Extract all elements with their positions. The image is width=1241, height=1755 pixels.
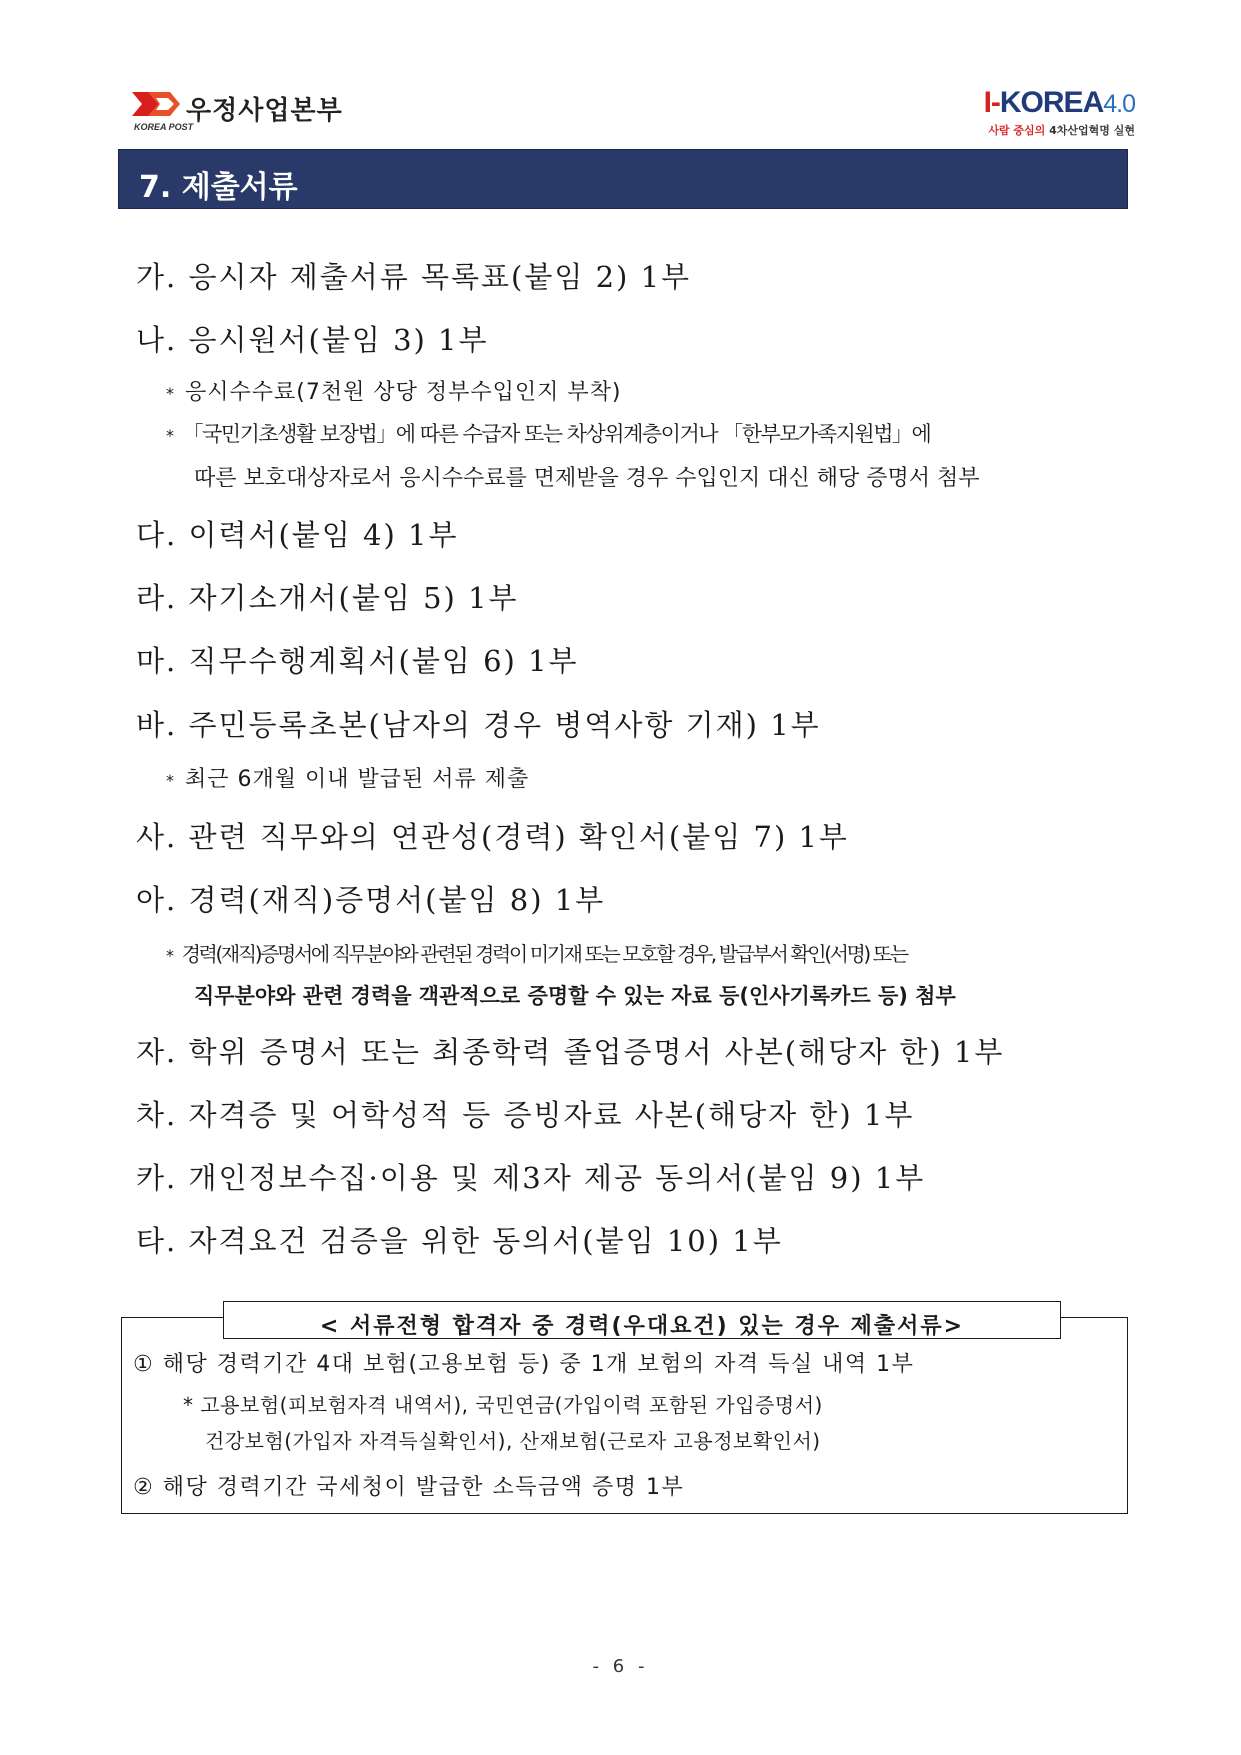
- item-na-note-2-text: 「국민기초생활 보장법」에 따른 수급자 또는 차상위계층이거나 「한부모가족지원법」에: [182, 422, 931, 446]
- item-da: 다. 이력서(붙임 4) 1부: [136, 518, 459, 552]
- item-cha: 차. 자격증 및 어학성적 등 증빙자료 사본(해당자 한) 1부: [136, 1098, 915, 1132]
- i-korea-slogan-b: 4차산업혁명 실현: [1045, 124, 1135, 137]
- item-ba-note-text: 최근 6개월 이내 발급된 서류 제출: [185, 767, 530, 792]
- item-na: 나. 응시원서(붙임 3) 1부: [136, 323, 489, 357]
- item-ma: 마. 직무수행계획서(붙임 6) 1부: [136, 644, 579, 678]
- korea-post-logo: [130, 86, 390, 136]
- i-korea-prefix: I-: [983, 86, 1000, 119]
- item-a-note: [166, 938, 907, 967]
- note-bullet: *: [166, 425, 173, 445]
- item-ba-note: [166, 762, 529, 793]
- career-documents-item-1: ① 해당 경력기간 4대 보험(고용보험 등) 중 1개 보험의 자격 득실 내역 1부: [133, 1352, 915, 1377]
- item-a-note-cont: 직무분야와 관련 경력을 객관적으로 증명할 수 있는 자료 등(인사기록카드 등) 첨부: [194, 984, 956, 1008]
- i-korea-wordmark: [984, 86, 1135, 120]
- career-documents-title-box: [223, 1301, 1061, 1339]
- korea-post-subname: KOREA POST: [134, 122, 194, 132]
- i-korea-name: KOREA: [999, 86, 1104, 119]
- note-bullet: *: [166, 770, 175, 790]
- i-korea-slogan: [988, 122, 1135, 138]
- item-ba: 바. 주민등록초본(남자의 경우 병역사항 기재) 1부: [136, 708, 821, 742]
- item-ra: 라. 자기소개서(붙임 5) 1부: [136, 581, 519, 615]
- item-na-note-1: [166, 375, 621, 406]
- item-na-note-2: [166, 418, 930, 448]
- korea-post-name: 우정사업본부: [186, 96, 343, 126]
- page-number: - 6 -: [592, 1656, 649, 1677]
- career-documents-item-1-sub-a: * 고용보험(피보험자격 내역서), 국민연금(가입이력 포함된 가입증명서): [183, 1393, 823, 1417]
- note-bullet: *: [166, 383, 175, 403]
- career-documents-item-1-sub-b: 건강보험(가입자 자격득실확인서), 산재보험(근로자 고용정보확인서): [205, 1429, 821, 1453]
- item-ka: 카. 개인정보수집·이용 및 제3자 제공 동의서(붙임 9) 1부: [136, 1161, 926, 1195]
- note-bullet: *: [166, 946, 172, 965]
- i-korea-logo: [955, 86, 1135, 142]
- item-na-note-2-cont: 따른 보호대상자로서 응시수수료를 면제받을 경우 수입인지 대신 해당 증명서 첨부: [194, 466, 980, 491]
- item-a: 아. 경력(재직)증명서(붙임 8) 1부: [136, 883, 606, 917]
- item-ja: 자. 학위 증명서 또는 최종학력 졸업증명서 사본(해당자 한) 1부: [136, 1035, 1005, 1069]
- i-korea-slogan-a: 사람 중심의: [988, 124, 1046, 137]
- korea-post-emblem-icon: [130, 86, 182, 124]
- item-ta: 타. 자격요건 검증을 위한 동의서(붙임 10) 1부: [136, 1224, 783, 1258]
- career-documents-title: < 서류전형 합격자 중 경력(우대요건) 있는 경우 제출서류>: [319, 1314, 965, 1339]
- section-header: [118, 149, 1128, 209]
- section-title: 7. 제출서류: [139, 170, 298, 205]
- item-sa: 사. 관련 직무와의 연관성(경력) 확인서(붙임 7) 1부: [136, 820, 849, 854]
- item-a-note-text: 경력(재직)증명서에 직무분야와 관련된 경력이 미기재 또는 모호할 경우, 발급부서 확인(서명) 또는: [181, 942, 907, 966]
- i-korea-version: 4.0: [1103, 90, 1135, 118]
- item-ga: 가. 응시자 제출서류 목록표(붙임 2) 1부: [136, 260, 692, 294]
- career-documents-item-2: ② 해당 경력기간 국세청이 발급한 소득금액 증명 1부: [133, 1475, 685, 1500]
- item-na-note-1-text: 응시수수료(7천원 상당 정부수입인지 부착): [185, 380, 622, 405]
